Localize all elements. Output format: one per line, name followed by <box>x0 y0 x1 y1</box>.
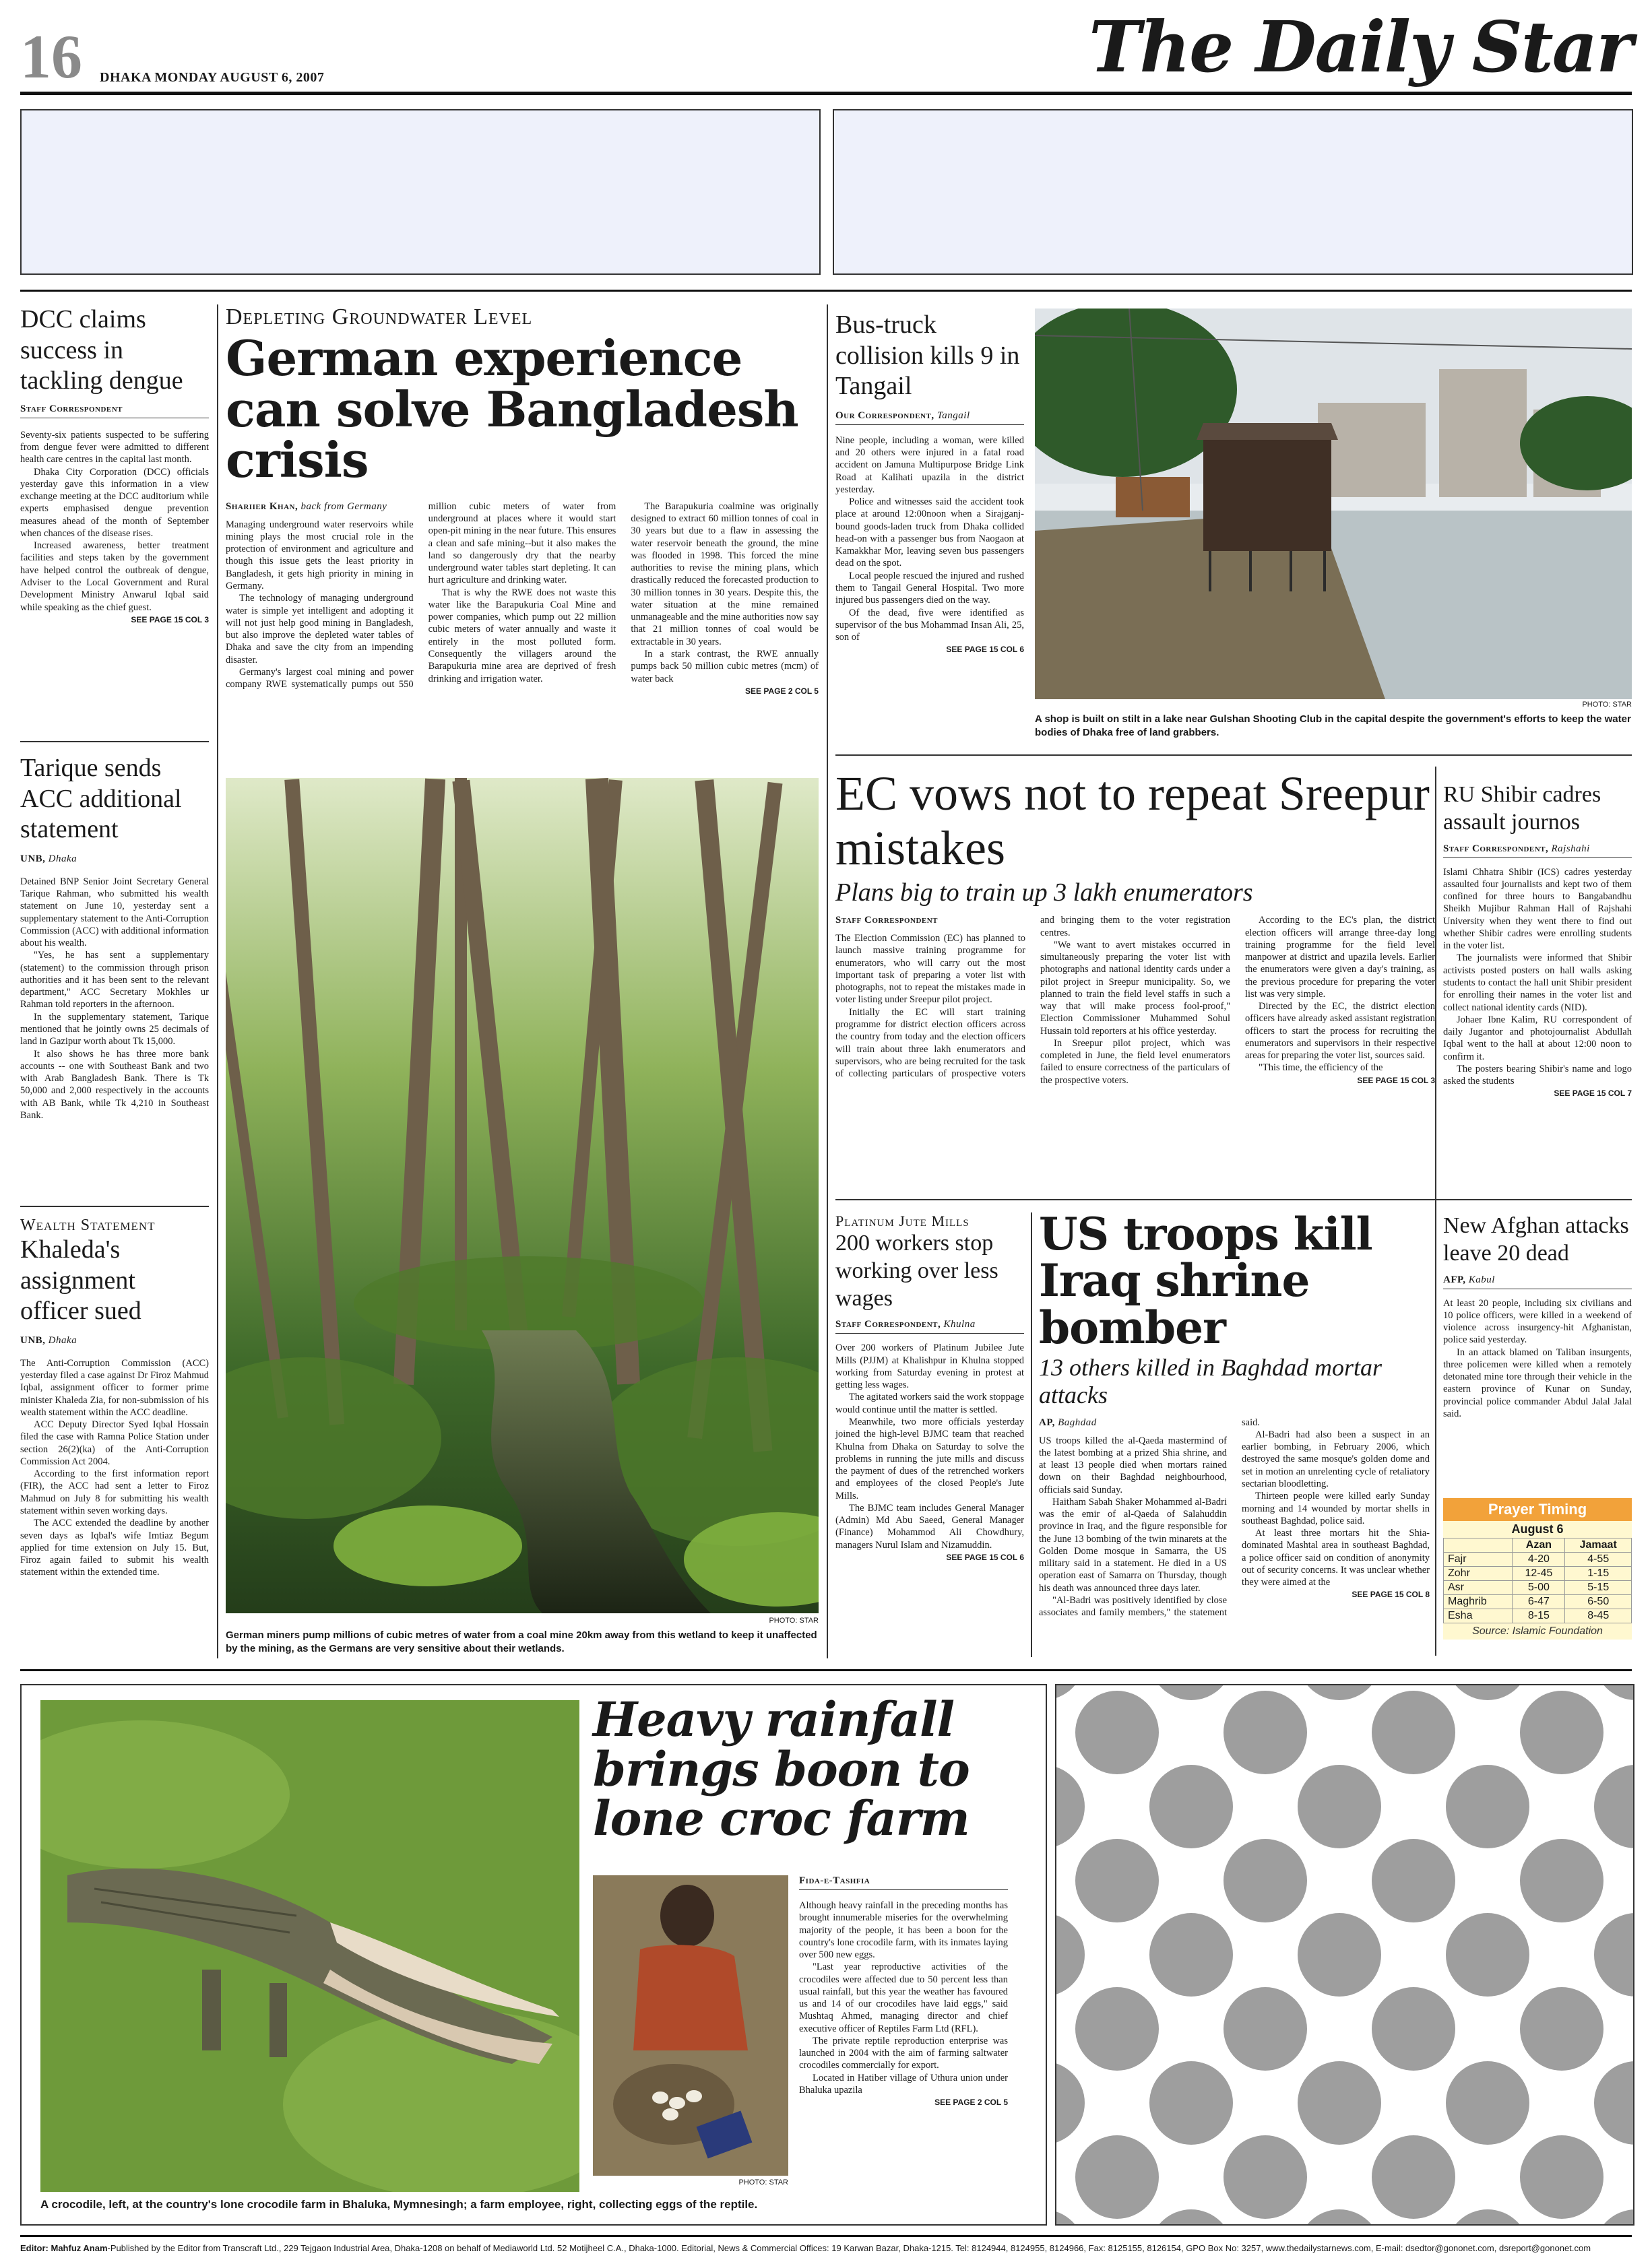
col-divider-a <box>217 304 218 1658</box>
ec-paragraph: Directed by the EC, the district election officers have already asked assistant registration officers to start the process for recruiting the enumerators and supervisors in their respective areas for preparing the voter list, sources said. <box>1245 1001 1435 1062</box>
egg-collector-photo <box>593 1875 788 2176</box>
prayer-col-header: Azan <box>1513 1538 1565 1553</box>
col-divider-b <box>827 304 828 1658</box>
german-headline: German experience can solve Bangladesh crisis <box>226 329 798 489</box>
footer-editor: Editor: Mahfuz Anam <box>20 2243 108 2253</box>
tarique-story <box>20 753 209 1122</box>
afghan-headline: New Afghan attacks leave 20 dead <box>1443 1213 1629 1266</box>
croc-story <box>799 1875 1008 2107</box>
prayer-azan: 5-00 <box>1513 1581 1565 1595</box>
german-jump[interactable]: SEE PAGE 2 COL 5 <box>745 686 819 696</box>
tarique-paragraph: It also shows he has three more bank accounts -- one with Southeast Bank and two with Arab Bangladesh Bank. There is Tk 50,000 and 2,000 respectively in the accounts with AB Bank, while Tk 4,210 in Southeast Bank. <box>20 1048 209 1121</box>
us-paragraph: US troops killed the al-Qaeda mastermind of the latest bombing at a prized Shia shrine, and at least 13 people died when mortars rained down on their Baghdad neighbourhood, officials said Sunday. <box>1039 1435 1227 1495</box>
jute-story <box>835 1212 1024 1562</box>
wetland-photo-caption: German miners pump millions of cubic metres of water from a coal mine 20km away from this wetland to keep it unaffected by the mining, as the Germans are very sensitive about their wetlands. <box>226 1629 817 1654</box>
dcc-story <box>20 304 209 624</box>
afghan-body <box>1443 1297 1632 1421</box>
afghan-paragraph: At least 20 people, including six civilians and 10 police officers, were killed in a weekend of violence across insurgency-hit Afghanistan, police said yesterday. <box>1443 1297 1632 1346</box>
dcc-paragraph: Increased awareness, better treatment facilities and steps taken by the government have helped control the outbreak of dengue, Adviser to the Local Government and Rural Development Ministry Anwarul Iqbal said while speaking as the chief guest. <box>20 540 209 613</box>
ru-paragraph: Islami Chhatra Shibir (ICS) cadres yesterday assaulted four journalists and kept two of them confined for three hours to Bangabandhu Sheikh Mujibur Rahman Hall of Rajshahi University when they went there to find out whether Shibir cadres were enrolling students in the voter list. <box>1443 866 1632 952</box>
ec-jump[interactable]: SEE PAGE 15 COL 3 <box>1357 1075 1435 1085</box>
wetland-photo-credit: PHOTO: STAR <box>769 1617 819 1625</box>
ec-deck: Plans big to train up 3 lakh enumerators <box>835 878 1253 907</box>
prayer-title: Prayer Timing <box>1443 1498 1632 1521</box>
jute-paragraph: Over 200 workers of Platinum Jubilee Jute Mills (PJJM) at Khalishpur in Khulna stopped working from Saturday evening in protest at getting less wages. <box>835 1342 1024 1391</box>
col1-divider-1 <box>20 741 209 742</box>
ec-paragraph: "We want to avert mistakes occurred in simultaneously preparing the voter list with photographs and national identity cards under a pilot project in Sreepur municipality. So, we planned to train the field level staffs in such a way that will make process fool-proof," Election Commissioner Muhammed Sohul Hussain told reporters at his office yesterday. <box>1040 939 1230 1037</box>
gulshan-photo <box>1035 309 1632 699</box>
ru-body <box>1443 866 1632 1088</box>
tarique-body <box>20 876 209 1122</box>
page-number: 16 <box>20 22 82 91</box>
lower-section-rule <box>20 1669 1632 1671</box>
forest-illustration <box>226 778 819 1613</box>
col1-divider-2 <box>20 1206 209 1207</box>
prayer-row <box>1444 1553 1632 1567</box>
ec-paragraph: According to the EC's plan, the district election officers will arrange three-day long training programme for the field level manpower at district and upazila levels. Earlier the enumerators were given a day's training, as the previous procedure for preparing the voter list was very simple. <box>1245 915 1435 1000</box>
prayer-jamaat: 4-55 <box>1565 1553 1632 1567</box>
croc-caption: A crocodile, left, at the country's lone crocodile farm in Bhaluka, Mymnesingh; a farm employee, right, collecting eggs of the reptile. <box>40 2198 758 2211</box>
crocodile-photo <box>40 1700 579 2192</box>
croc-photo-credit: PHOTO: STAR <box>738 2178 788 2186</box>
khaleda-headline: Khaleda's assignment officer sued <box>20 1235 141 1326</box>
german-paragraph: Germany's largest coal mining and power company RWE systematically pumps out 550 million cubic meters of water from underground at places where it would start open-pit mining in the near future. This ensures a clean and safe mining--but it also makes the land so dangerously dry that the nearby underground water tables start depleting. It can hurt agriculture and drinking water. <box>226 500 616 690</box>
prayer-source: Source: Islamic Foundation <box>1472 1625 1603 1637</box>
us-paragraph: Al-Badri had also been a suspect in an earlier bombing, in February 2006, which destroyed the same mosque's golden dome and set in motion an unrelenting cycle of retaliatory sectarian bloodletting. <box>1242 1429 1430 1489</box>
prayer-jamaat: 1-15 <box>1565 1567 1632 1581</box>
ec-paragraph: Initially the EC will start training programme for district election officers across the country from today and the election officers will train about three lakh enumerators and supervisors, who are being recruited for the task of collecting particulars of prospective voters and bringing them to the voter registration centres. <box>835 915 1230 1080</box>
prayer-date: August 6 <box>1511 1522 1564 1536</box>
prayer-azan: 8-15 <box>1513 1609 1565 1623</box>
gulshan-photo-caption: A shop is built on stilt in a lake near Gulshan Shooting Club in the capital despite the government's efforts to keep the water bodies of Dhaka free of land grabbers. <box>1035 713 1631 738</box>
prayer-name: Esha <box>1444 1609 1513 1623</box>
header-rule <box>20 92 1632 95</box>
bus-story <box>835 310 1024 654</box>
tarique-paragraph: "Yes, he has sent a supplementary (statement) to the commission through prison authorities and it has been sent to the relevant department," ACC Secretary Mokhles ur Rahman told reporters in the afternoon. <box>20 950 209 1010</box>
us-paragraph: Thirteen people were killed early Sunday morning and 14 wounded by mortar shells in southeast Baghdad, police said. <box>1242 1491 1430 1526</box>
croc-body <box>799 1900 1008 2096</box>
german-paragraph: The technology of managing underground water is simple yet intelligent and adopting it will not just help good mining in Bangladesh, but also improve the depleted water tables of Dhaka and save the city from an impending disaster. <box>226 593 414 666</box>
khaleda-paragraph: The Anti-Corruption Commission (ACC) yesterday filed a case against Dr Firoz Mahmud Iqbal, assignment officer to former prime minister Khaleda Zia, for non-submission of his wealth statement within the ACC deadline. <box>20 1357 209 1418</box>
ec-story <box>835 767 1435 1163</box>
german-body <box>226 500 819 783</box>
prayer-row <box>1444 1567 1632 1581</box>
lake-shop-illustration <box>1035 309 1632 699</box>
ad-box-left[interactable] <box>20 109 821 275</box>
us-deck: 13 others killed in Baghdad mortar attacks <box>1039 1353 1382 1409</box>
khaleda-paragraph: The ACC extended the deadline by another seven days as Iqbal's wife Imtiaz Begum applied for time extension on July 15. But, Firoz again failed to submit his wealth statement within the extended time. <box>20 1518 209 1578</box>
afghan-story <box>1443 1212 1632 1420</box>
ru-headline: RU Shibir cadres assault journos <box>1443 782 1601 835</box>
us-jump[interactable]: SEE PAGE 15 COL 8 <box>1352 1590 1430 1600</box>
dcc-jump[interactable]: SEE PAGE 15 COL 3 <box>131 614 209 624</box>
croc-paragraph: "Last year reproductive activities of the crocodiles were affected due to 50 percent less than usual rainfall, but this year the weather has favoured us and 14 of our crocodiles have laid eggs," said Mushtaq Ahmed, managing director and chief executive officer of Reptiles Farm Ltd (RFL). <box>799 1962 1008 2034</box>
ru-byline: Staff Correspondent, Rajshahi <box>1443 843 1632 858</box>
croc-byline: Fida-e-Tashfia <box>799 1875 1008 1890</box>
prayer-name: Asr <box>1444 1581 1513 1595</box>
prayer-row <box>1444 1609 1632 1623</box>
imprint-footer <box>20 2243 1632 2253</box>
khaleda-paragraph: ACC Deputy Director Syed Iqbal Hossain filed the case with Ramna Police Station under section 26(2)(ka) of the Anti-Corruption Commission Act 2004. <box>20 1419 209 1467</box>
jute-kicker: Platinum Jute Mills <box>835 1212 970 1229</box>
ru-paragraph: Johaer Ibne Kalim, RU correspondent of daily Jugantor and photojournalist Abdullah Iqbal went to the hall at about 12:00 noon to confirm it. <box>1443 1014 1632 1062</box>
ec-paragraph: In Sreepur pilot project, which was completed in June, the field level enumerators failed to ensure correctness of the particulars of the prospective voters. <box>1040 1037 1230 1086</box>
dcc-headline: DCC claims success in tackling dengue <box>20 305 183 395</box>
tarique-paragraph: Detained BNP Senior Joint Secretary General Tarique Rahman, who submitted his wealth statement on June 10, yesterday sent a supplementary statement to the Anti-Corruption Commission (ACC) with additional information about his wealth. <box>20 876 209 949</box>
dcc-byline: Staff Correspondent <box>20 403 209 418</box>
bus-byline: Our Correspondent, Tangail <box>835 410 1024 425</box>
jute-paragraph: The agitated workers said the work stoppage would continue until the matter is settled. <box>835 1392 1024 1415</box>
german-paragraph: The Barapukuria coalmine was originally designed to extract 60 million tonnes of coal in 30 years but due to a flaw in assessing the water reservoir beneath the ground, the mine was flooded in 1998. This forced the mine authorities to revise the mining plans, which drastically reduced the forecasted production to 30 million tonnes in 30 years. Despite this, the water situation at the mine remained unmanageable and the mine authorities now say that 21 million tonnes of coal would be extractable in 30 years. <box>631 500 819 647</box>
polka-dot-pattern <box>1056 1685 1633 2224</box>
ec-byline: Staff Correspondent <box>835 915 939 926</box>
prayer-azan: 12-45 <box>1513 1567 1565 1581</box>
col-divider-c <box>1435 767 1436 1656</box>
ec-paragraph: "This time, the efficiency of the <box>1259 1062 1383 1074</box>
ec-paragraph: The Election Commission (EC) has planned to launch massive training programme for enumerators, who will carry out the most important task of preparing a voter list with photographs, not to repeat the mistakes made in voter listing under Sreepur pilot project. <box>835 933 1025 1006</box>
croc-headline: Heavy rainfall brings boon to lone croc farm <box>593 1691 970 1846</box>
prayer-col-header: Jamaat <box>1565 1538 1632 1553</box>
croc-paragraph: The private reptile reproduction enterprise was launched in 2004 with the aim of farming saltwater crocodiles commercially for export. <box>799 2035 1008 2071</box>
prayer-name: Maghrib <box>1444 1595 1513 1609</box>
wetland-photo <box>226 778 819 1613</box>
prayer-row <box>1444 1595 1632 1609</box>
ec-body <box>835 914 1435 1163</box>
masthead: The Daily Star <box>1089 5 1632 88</box>
dcc-paragraph: Seventy-six patients suspected to be suffering from dengue fever were admitted to different health care centres in the capital last month. <box>20 429 209 465</box>
afghan-paragraph: In an attack blamed on Taliban insurgents, three policemen were killed when a remotely detonated mine tore through their vehicle in the eastern province of Kunar on Sunday, provincial police commander Abdul Jalal Jalal said. <box>1443 1347 1632 1419</box>
footer-rule <box>20 2235 1632 2237</box>
croc-paragraph: Located in Hatiber village of Uthura union under Bhaluka upazila <box>799 2072 1008 2096</box>
bus-paragraph: Of the dead, five were identified as supervisor of the bus Mohammad Insan Ali, 25, son of <box>835 607 1024 643</box>
german-kicker: Depleting Groundwater Level <box>226 304 533 329</box>
jute-jump[interactable]: SEE PAGE 15 COL 6 <box>946 1552 1024 1562</box>
ad-rule <box>20 290 1632 292</box>
footer-text: -Published by the Editor from Transcraft Ltd., 229 Tejgaon Industrial Area, Dhaka-1208 on behalf of Mediaworld Ltd. 52 Motijheel C.A., Dhaka-1000. Editorial, News & Commercial Offices: 19 Karwan Bazar, Dhaka-1215. Tel: 8124944, 8124955, 8124966, Fax: 8125155, 8126154, GPO Box No: 3257, www.thedailystarnews.com, E-mail: dsedtor@gononet.com, dsreport@gononet.com <box>107 2243 1591 2253</box>
croc-jump[interactable]: SEE PAGE 2 COL 5 <box>934 2098 1008 2108</box>
dcc-body <box>20 429 209 614</box>
jute-paragraph: The BJMC team includes General Manager (Admin) Md Abu Saeed, General Manager (Finance) Mohammod Ali Chowdhury, managers Nurul Islam and Nizamuddin. <box>835 1502 1024 1551</box>
dateline: DHAKA MONDAY AUGUST 6, 2007 <box>100 70 325 85</box>
us-byline: AP, Baghdad <box>1039 1417 1097 1428</box>
bus-paragraph: Local people rescued the injured and rushed them to Tangail General Hospital. Two more injured bus passengers died on the way. <box>835 570 1024 606</box>
prayer-header-row <box>1444 1538 1632 1553</box>
ec-headline: EC vows not to repeat Sreepur mistakes <box>835 767 1430 875</box>
bus-jump[interactable]: SEE PAGE 15 COL 6 <box>946 645 1024 655</box>
ru-paragraph: The posters bearing Shibir's name and logo asked the students <box>1443 1063 1632 1087</box>
us-paragraph: Haitham Sabah Shaker Mohammed al-Badri was the emir of al-Qaeda of Salahuddin province in Iraq, and the figure responsible for the June 13 bombing of the twin minarets at the Golden Dome mosque in Samarra, the US military said in a statement. He died in a US operation east of Samarra on Thursday, though his death was announced three days later. <box>1039 1496 1227 1594</box>
crocodile-illustration <box>40 1700 579 2192</box>
polka-dot-ad[interactable] <box>1055 1684 1634 2226</box>
khaleda-kicker: Wealth Statement <box>20 1217 156 1234</box>
us-body <box>1039 1417 1430 1686</box>
prayer-table <box>1443 1538 1632 1623</box>
prayer-azan: 6-47 <box>1513 1595 1565 1609</box>
khaleda-body <box>20 1357 209 1579</box>
khaleda-byline: UNB, Dhaka <box>20 1334 77 1346</box>
german-paragraph: In a stark contrast, the RWE annually pumps back 50 million cubic metres (mcm) of water back <box>631 648 819 684</box>
german-story <box>226 304 819 783</box>
egg-collector-illustration <box>593 1875 788 2176</box>
prayer-col-header <box>1444 1538 1513 1553</box>
prayer-jamaat: 5-15 <box>1565 1581 1632 1595</box>
us-paragraph: At least three mortars hit the Shia-dominated Mashtal area in southeast Baghdad, a police officer said on condition of anonymity out of security concerns. It was unclear whether they were aimed at the <box>1242 1528 1430 1588</box>
jute-paragraph: Meanwhile, two more officials yesterday joined the high-level BJMC team that reached Khulna from Dhaka on Saturday to solve the problems in running the jute mills and discuss the payment of dues of the retrenched workers and employees of the closed People's Jute Mills. <box>835 1416 1024 1501</box>
us-story <box>1039 1208 1430 1686</box>
german-byline: Shariier Khan, back from Germany <box>226 500 387 512</box>
bus-body <box>835 434 1024 644</box>
us-paragraph: "Al-Badri was positively identified by close associates and family members," the statement said. <box>1039 1417 1260 1619</box>
bus-paragraph: Police and witnesses said the accident took place at around 12:00noon when a Sirajganj-bound goods-laden truck from Dhaka collided head-on with a passenger bus from Naogaon at Kamakkhar Mor, leaving seven bus passengers dead on the spot. <box>835 496 1024 569</box>
bus-headline: Bus-truck collision kills 9 in Tangail <box>835 311 1020 401</box>
prayer-timing-box <box>1443 1498 1632 1640</box>
ru-paragraph: The journalists were informed that Shibir activists posted posters on hall walls asking students to contact the hall unit Shibir president for enrolling their names in the voter list and collect national identity cards (NID). <box>1443 952 1632 1013</box>
ec-lower-divider <box>835 1199 1632 1200</box>
col-divider-d <box>1031 1212 1032 1657</box>
german-paragraph: Managing underground water reservoirs while mining plays the most crucial role in the protection of environment and agriculture and though this issue gets the least priority in Bangladesh, it gets high priority in mining in Germany. <box>226 519 414 591</box>
tarique-paragraph: In the supplementary statement, Tarique mentioned that he jointly owns 25 decimals of land in Gazipur worth about Tk 15,000. <box>20 1011 209 1047</box>
bus-paragraph: Nine people, including a woman, were killed and 20 others were injured in a fatal road accident on Jamuna Multipurpose Bridge Link Road at Kalihati upazila in the district yesterday. <box>835 434 1024 495</box>
dcc-paragraph: Dhaka City Corporation (DCC) officials yesterday gave this information in a view exchange meeting at the DCC auditorium while experts emphasised dengue prevention measures ahead of the month of September when chances of the disease rises. <box>20 466 209 539</box>
tarique-headline: Tarique sends ACC additional statement <box>20 754 182 844</box>
prayer-name: Fajr <box>1444 1553 1513 1567</box>
ru-jump[interactable]: SEE PAGE 15 COL 7 <box>1554 1089 1632 1099</box>
prayer-name: Zohr <box>1444 1567 1513 1581</box>
jute-headline: 200 workers stop working over less wages <box>835 1231 998 1311</box>
khaleda-paragraph: According to the first information report (FIR), the ACC had sent a letter to Firoz Mahmud on July 8 for submitting his wealth statement within seven working days. <box>20 1468 209 1516</box>
jute-byline: Staff Correspondent, Khulna <box>835 1319 1024 1334</box>
tarique-byline: UNB, Dhaka <box>20 853 77 864</box>
ru-story <box>1443 781 1632 1098</box>
croc-paragraph: Although heavy rainfall in the preceding months has brought innumerable miseries for the overwhelming majority of the people, it has been a boon for the country's lone crocodile farm, with its inmates laying over 500 new eggs. <box>799 1900 1008 1961</box>
prayer-jamaat: 8-45 <box>1565 1609 1632 1623</box>
gulshan-photo-credit: PHOTO: STAR <box>1582 701 1632 709</box>
prayer-azan: 4-20 <box>1513 1553 1565 1567</box>
jute-body <box>835 1342 1024 1551</box>
prayer-row <box>1444 1581 1632 1595</box>
khaleda-story <box>20 1217 209 1579</box>
prayer-jamaat: 6-50 <box>1565 1595 1632 1609</box>
afghan-byline: AFP, Kabul <box>1443 1274 1632 1289</box>
bus-ec-divider <box>835 754 1632 756</box>
german-paragraph: That is why the RWE does not waste this water like the Barapukuria Coal Mine and power companies, which pump out 22 million cubic meters of water annually and waste it entirely in the most polluted form. Consequently the villagers around the Barapukuria mine area are deprived of fresh drinking and irrigation water. <box>428 587 616 684</box>
us-headline: US troops kill Iraq shrine bomber <box>1039 1208 1372 1354</box>
ad-box-right[interactable] <box>833 109 1633 275</box>
